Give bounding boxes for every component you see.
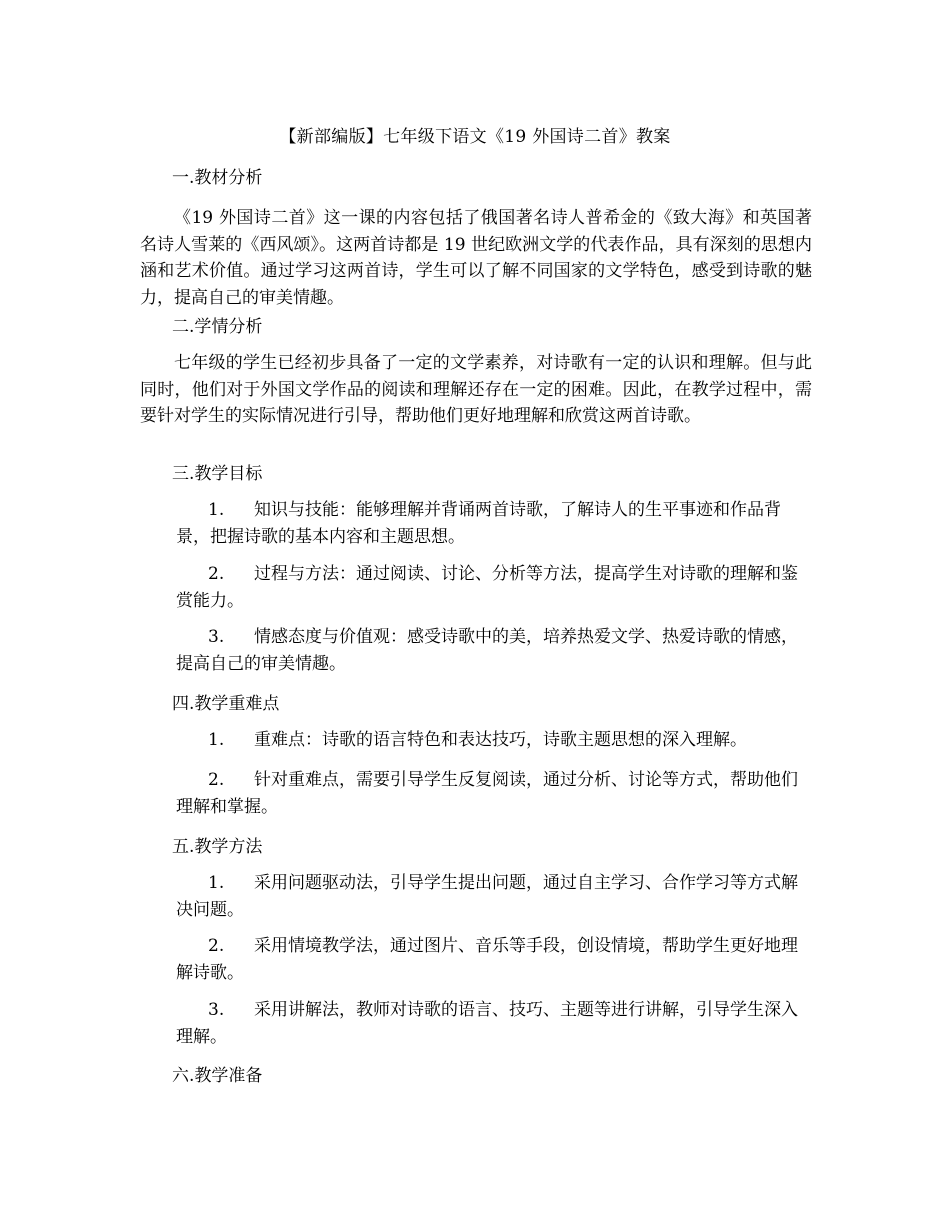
list-item-text: 采用讲解法，教师对诗歌的语言、技巧、主题等进行讲解，引导学生深入理解。 — [176, 1000, 798, 1047]
list-item-number: 1. — [208, 873, 225, 893]
list-item-text: 重难点：诗歌的语言特色和表达技巧，诗歌主题思想的深入理解。 — [254, 730, 747, 750]
list-item-number: 1. — [208, 500, 225, 520]
list-item — [176, 497, 812, 550]
section-paragraph-1: 《19 外国诗二首》这一课的内容包括了俄国著名诗人普希金的《致大海》和英国著名诗人雪莱的《西风颂》。这两首诗都是 19 世纪欧洲文学的代表作品，具有深刻的思想内涵和艺术价值。通过学习这两首诗，学生可以了解不同国家的文学特色，感受到诗歌的魅力，提高自己的审美情趣。 — [140, 208, 812, 308]
list-item-text: 情感态度与价值观：感受诗歌中的美，培养热爱文学、热爱诗歌的情感，提高自己的审美情趣。 — [176, 627, 798, 674]
list-item-text: 知识与技能：能够理解并背诵两首诗歌，了解诗人的生平事迹和作品背景，把握诗歌的基本内容和主题思想。 — [176, 500, 781, 547]
list-item-number: 2. — [208, 770, 225, 790]
list-item-number: 2. — [208, 564, 225, 584]
section-paragraph-2: 七年级的学生已经初步具备了一定的文学素养，对诗歌有一定的认识和理解。但与此同时，他们对于外国文学作品的阅读和理解还存在一定的困难。因此，在教学过程中，需要针对学生的实际情况进行引导，帮助他们更好地理解和欣赏这两首诗歌。 — [140, 353, 812, 426]
section-heading-5: 五.教学方法 — [172, 837, 263, 857]
list-item-text: 采用情境教学法，通过图片、音乐等手段，创设情境，帮助学生更好地理解诗歌。 — [176, 936, 798, 983]
list-item-text: 采用问题驱动法，引导学生提出问题，通过自主学习、合作学习等方式解决问题。 — [176, 873, 798, 920]
list-item-number: 3. — [208, 1000, 225, 1020]
list-item-number: 1. — [208, 730, 225, 750]
list-item-number: 2. — [208, 936, 225, 956]
list-item-text: 针对重难点，需要引导学生反复阅读，通过分析、讨论等方式，帮助他们理解和掌握。 — [176, 770, 798, 817]
list-item — [176, 933, 812, 986]
section-heading-4: 四.教学重难点 — [172, 694, 280, 714]
list-item — [176, 870, 812, 923]
list-item-text: 过程与方法：通过阅读、讨论、分析等方法，提高学生对诗歌的理解和鉴赏能力。 — [176, 564, 798, 611]
list-item — [176, 997, 812, 1050]
list-item-number: 3. — [208, 627, 225, 647]
section-heading-2: 二.学情分析 — [172, 317, 263, 337]
list-item — [176, 767, 812, 820]
document-title: 【新部编版】七年级下语文《19 外国诗二首》教案 — [279, 127, 671, 147]
list-item — [176, 727, 812, 754]
list-item — [176, 561, 812, 614]
section-heading-3: 三.教学目标 — [172, 464, 263, 484]
section-heading-6: 六.教学准备 — [172, 1066, 263, 1086]
list-item — [176, 624, 812, 677]
section-heading-1: 一.教材分析 — [172, 168, 263, 188]
